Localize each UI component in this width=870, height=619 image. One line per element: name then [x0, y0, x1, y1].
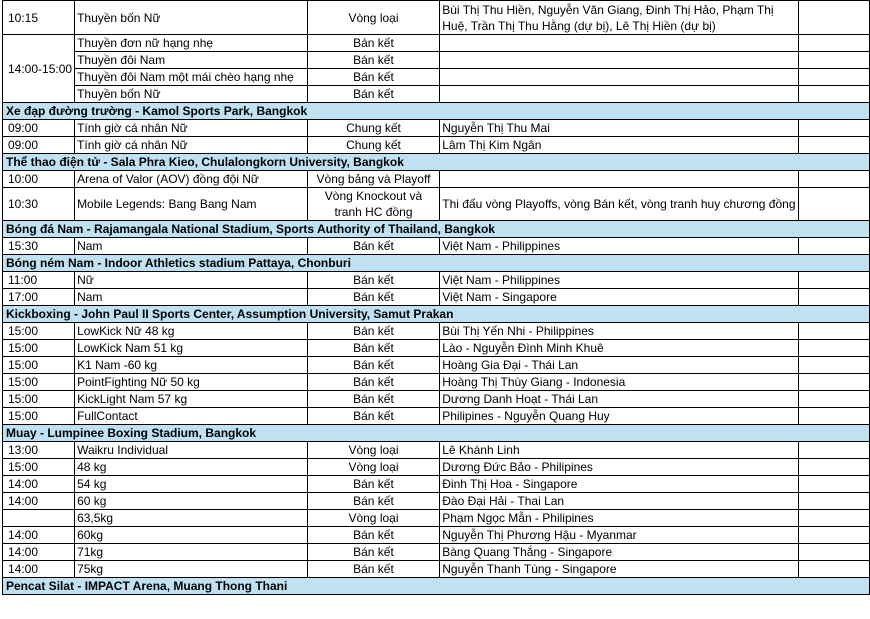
table-row	[3, 35, 870, 52]
round-cell: Vòng loại	[307, 442, 440, 459]
round-cell: Bán kết	[307, 272, 440, 289]
empty-cell	[798, 391, 870, 408]
event-cell: LowKick Nam 51 kg	[75, 340, 308, 357]
athletes-cell	[440, 171, 798, 188]
section-header-row	[3, 154, 870, 171]
event-cell: 60kg	[75, 527, 308, 544]
event-cell: K1 Nam -60 kg	[75, 357, 308, 374]
section-header: Xe đạp đường trường - Kamol Sports Park, Bangkok	[3, 103, 870, 120]
event-cell: Nữ	[75, 272, 308, 289]
event-cell: Thuyền đôi Nam	[75, 52, 308, 69]
empty-cell	[798, 171, 870, 188]
empty-cell	[798, 510, 870, 527]
athletes-cell: Phạm Ngọc Mẫn - Philipines	[440, 510, 798, 527]
table-row	[3, 408, 870, 425]
athletes-cell: Đào Đại Hải - Thai Lan	[440, 493, 798, 510]
table-row	[3, 69, 870, 86]
athletes-cell	[440, 52, 798, 69]
table-row	[3, 442, 870, 459]
event-cell: PointFighting Nữ 50 kg	[75, 374, 308, 391]
event-cell: 75kg	[75, 561, 308, 578]
time-cell: 15:00	[3, 357, 75, 374]
empty-cell	[798, 374, 870, 391]
table-row	[3, 289, 870, 306]
event-cell: Nam	[75, 289, 308, 306]
time-cell: 15:00	[3, 340, 75, 357]
table-row	[3, 171, 870, 188]
athletes-cell: Nguyễn Thị Phương Hậu - Myanmar	[440, 527, 798, 544]
round-cell: Vòng bảng và Playoff	[307, 171, 440, 188]
empty-cell	[798, 69, 870, 86]
round-cell: Bán kết	[307, 86, 440, 103]
empty-cell	[798, 527, 870, 544]
table-row	[3, 1, 870, 35]
round-cell: Bán kết	[307, 289, 440, 306]
table-row	[3, 323, 870, 340]
round-cell: Vòng loại	[307, 1, 440, 35]
time-cell: 15:00	[3, 374, 75, 391]
athletes-cell: Việt Nam - Philippines	[440, 238, 798, 255]
empty-cell	[798, 357, 870, 374]
athletes-cell: Đinh Thị Hoa - Singapore	[440, 476, 798, 493]
empty-cell	[798, 340, 870, 357]
time-cell: 14:00-15:00	[3, 35, 75, 103]
event-cell: 60 kg	[75, 493, 308, 510]
empty-cell	[798, 476, 870, 493]
table-row	[3, 272, 870, 289]
athletes-cell: Việt Nam - Singapore	[440, 289, 798, 306]
round-cell: Bán kết	[307, 476, 440, 493]
empty-cell	[798, 120, 870, 137]
table-row	[3, 340, 870, 357]
time-cell: 14:00	[3, 561, 75, 578]
empty-cell	[798, 544, 870, 561]
empty-cell	[798, 442, 870, 459]
athletes-cell: Bàng Quang Thắng - Singapore	[440, 544, 798, 561]
event-cell: 54 kg	[75, 476, 308, 493]
section-header: Bóng ném Nam - Indoor Athletics stadium Pattaya, Chonburi	[3, 255, 870, 272]
round-cell: Bán kết	[307, 69, 440, 86]
round-cell: Bán kết	[307, 238, 440, 255]
event-cell: KickLight Nam 57 kg	[75, 391, 308, 408]
round-cell: Bán kết	[307, 340, 440, 357]
schedule-table	[2, 0, 870, 595]
empty-cell	[798, 238, 870, 255]
time-cell: 15:00	[3, 323, 75, 340]
section-header: Muay - Lumpinee Boxing Stadium, Bangkok	[3, 425, 870, 442]
round-cell: Bán kết	[307, 544, 440, 561]
table-row	[3, 137, 870, 154]
table-row	[3, 120, 870, 137]
empty-cell	[798, 561, 870, 578]
event-cell: FullContact	[75, 408, 308, 425]
athletes-cell: Việt Nam - Philippines	[440, 272, 798, 289]
round-cell: Bán kết	[307, 527, 440, 544]
table-row	[3, 238, 870, 255]
time-cell: 15:00	[3, 408, 75, 425]
event-cell: Arena of Valor (AOV) đồng đội Nữ	[75, 171, 308, 188]
event-cell: Tính giờ cá nhân Nữ	[75, 120, 308, 137]
time-cell: 13:00	[3, 442, 75, 459]
time-cell: 14:00	[3, 476, 75, 493]
time-cell	[3, 510, 75, 527]
event-cell: Tính giờ cá nhân Nữ	[75, 137, 308, 154]
time-cell: 15:00	[3, 391, 75, 408]
empty-cell	[798, 188, 870, 221]
empty-cell	[798, 137, 870, 154]
athletes-cell	[440, 35, 798, 52]
round-cell: Bán kết	[307, 374, 440, 391]
table-row	[3, 561, 870, 578]
empty-cell	[798, 52, 870, 69]
empty-cell	[798, 323, 870, 340]
table-row	[3, 374, 870, 391]
time-cell: 15:00	[3, 459, 75, 476]
time-cell: 11:00	[3, 272, 75, 289]
section-header: Pencat Silat - IMPACT Arena, Muang Thong Thani	[3, 578, 870, 595]
time-cell: 17:00	[3, 289, 75, 306]
round-cell: Bán kết	[307, 323, 440, 340]
time-cell: 14:00	[3, 493, 75, 510]
athletes-cell: Lào - Nguyễn Đình Minh Khuê	[440, 340, 798, 357]
section-header: Thể thao điện tử - Sala Phra Kieo, Chulalongkorn University, Bangkok	[3, 154, 870, 171]
event-cell: Nam	[75, 238, 308, 255]
athletes-cell: Hoàng Gia Đại - Thái Lan	[440, 357, 798, 374]
empty-cell	[798, 289, 870, 306]
event-cell: Mobile Legends: Bang Bang Nam	[75, 188, 308, 221]
round-cell: Bán kết	[307, 493, 440, 510]
section-header-row	[3, 103, 870, 120]
athletes-cell: Dương Đức Bảo - Philipines	[440, 459, 798, 476]
athletes-cell: Thi đấu vòng Playoffs, vòng Bán kết, vòng tranh huy chương đồng	[440, 188, 798, 221]
empty-cell	[798, 35, 870, 52]
round-cell: Vòng loại	[307, 459, 440, 476]
empty-cell	[798, 86, 870, 103]
athletes-cell	[440, 69, 798, 86]
empty-cell	[798, 408, 870, 425]
athletes-cell: Philipines - Nguyễn Quang Huy	[440, 408, 798, 425]
section-header: Bóng đá Nam - Rajamangala National Stadium, Sports Authority of Thailand, Bangkok	[3, 221, 870, 238]
section-header-row	[3, 221, 870, 238]
table-row	[3, 476, 870, 493]
section-header-row	[3, 578, 870, 595]
section-header: Kickboxing - John Paul II Sports Center, Assumption University, Samut Prakan	[3, 306, 870, 323]
time-cell: 15:30	[3, 238, 75, 255]
empty-cell	[798, 1, 870, 35]
table-row	[3, 52, 870, 69]
table-row	[3, 510, 870, 527]
round-cell: Vòng Knockout và tranh HC đồng	[307, 188, 440, 221]
athletes-cell: Nguyễn Thanh Tùng - Singapore	[440, 561, 798, 578]
empty-cell	[798, 459, 870, 476]
round-cell: Bán kết	[307, 357, 440, 374]
athletes-cell	[440, 86, 798, 103]
event-cell: Waikru Individual	[75, 442, 308, 459]
table-row	[3, 86, 870, 103]
section-header-row	[3, 306, 870, 323]
round-cell: Bán kết	[307, 35, 440, 52]
athletes-cell: Bùi Thị Thu Hiền, Nguyễn Văn Giang, Đinh Thị Hảo, Phạm Thị Huệ, Trần Thị Thu Hằng (dự bị), Lê Thị Hiền (dự bị)	[440, 1, 798, 35]
round-cell: Chung kết	[307, 120, 440, 137]
event-cell: 63,5kg	[75, 510, 308, 527]
table-row	[3, 391, 870, 408]
empty-cell	[798, 272, 870, 289]
section-header-row	[3, 255, 870, 272]
athletes-cell: Nguyễn Thị Thu Mai	[440, 120, 798, 137]
round-cell: Bán kết	[307, 391, 440, 408]
table-row	[3, 527, 870, 544]
round-cell: Chung kết	[307, 137, 440, 154]
table-row	[3, 493, 870, 510]
event-cell: Thuyền đơn nữ hạng nhẹ	[75, 35, 308, 52]
table-row	[3, 544, 870, 561]
event-cell: 71kg	[75, 544, 308, 561]
athletes-cell: Hoàng Thị Thùy Giang - Indonesia	[440, 374, 798, 391]
time-cell: 10:00	[3, 171, 75, 188]
table-row	[3, 459, 870, 476]
event-cell: Thuyền bốn Nữ	[75, 1, 308, 35]
section-header-row	[3, 425, 870, 442]
empty-cell	[798, 493, 870, 510]
round-cell: Bán kết	[307, 561, 440, 578]
time-cell: 09:00	[3, 137, 75, 154]
athletes-cell: Lê Khánh Linh	[440, 442, 798, 459]
event-cell: 48 kg	[75, 459, 308, 476]
athletes-cell: Lâm Thị Kim Ngân	[440, 137, 798, 154]
athletes-cell: Bùi Thị Yến Nhi - Philippines	[440, 323, 798, 340]
round-cell: Vòng loại	[307, 510, 440, 527]
time-cell: 09:00	[3, 120, 75, 137]
athletes-cell: Dương Danh Hoạt - Thái Lan	[440, 391, 798, 408]
event-cell: Thuyền bốn Nữ	[75, 86, 308, 103]
time-cell: 10:15	[3, 1, 75, 35]
round-cell: Bán kết	[307, 408, 440, 425]
table-row	[3, 357, 870, 374]
round-cell: Bán kết	[307, 52, 440, 69]
event-cell: Thuyền đôi Nam một mái chèo hạng nhẹ	[75, 69, 308, 86]
time-cell: 14:00	[3, 544, 75, 561]
table-row	[3, 188, 870, 221]
time-cell: 10:30	[3, 188, 75, 221]
event-cell: LowKick Nữ 48 kg	[75, 323, 308, 340]
time-cell: 14:00	[3, 527, 75, 544]
